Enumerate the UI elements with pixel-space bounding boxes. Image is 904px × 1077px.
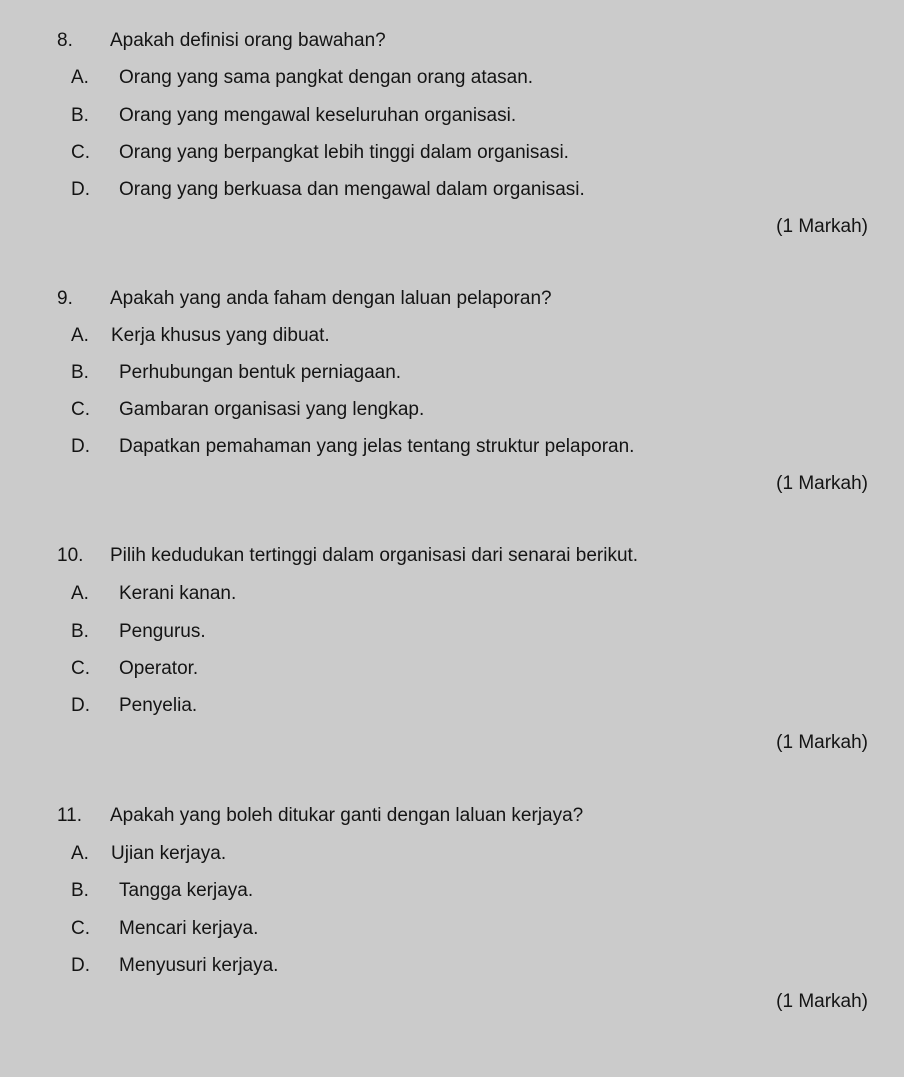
option-text: Kerani kanan. xyxy=(119,583,237,604)
option-text: Gambaran organisasi yang lengkap. xyxy=(119,399,425,420)
option-letter: A. xyxy=(71,325,89,346)
option-text: Penyelia. xyxy=(119,695,198,716)
option-letter: A. xyxy=(71,583,89,604)
option-text: Ujian kerjaya. xyxy=(111,843,227,864)
option-letter: D. xyxy=(71,436,90,457)
option-text: Operator. xyxy=(119,658,199,679)
option-text: Orang yang sama pangkat dengan orang atasan. xyxy=(119,67,534,88)
question-number: 9. xyxy=(57,288,73,309)
marks-label: (1 Markah) xyxy=(776,216,868,237)
question-text: Pilih kedudukan tertinggi dalam organisasi dari senarai berikut. xyxy=(110,545,639,566)
marks-label: (1 Markah) xyxy=(776,473,868,494)
option-text: Mencari kerjaya. xyxy=(119,918,259,939)
option-text: Orang yang mengawal keseluruhan organisasi. xyxy=(119,105,517,126)
option-text: Orang yang berpangkat lebih tinggi dalam organisasi. xyxy=(119,142,569,163)
question-number: 11. xyxy=(57,805,83,826)
option-letter: D. xyxy=(71,955,90,976)
option-letter: B. xyxy=(71,362,89,383)
option-letter: C. xyxy=(71,399,90,420)
option-text: Perhubungan bentuk perniagaan. xyxy=(119,362,402,383)
marks-label: (1 Markah) xyxy=(776,991,868,1012)
option-letter: B. xyxy=(71,621,89,642)
question-text: Apakah yang anda faham dengan laluan pelaporan? xyxy=(110,288,552,309)
option-letter: C. xyxy=(71,918,90,939)
option-text: Kerja khusus yang dibuat. xyxy=(111,325,330,346)
option-letter: C. xyxy=(71,142,90,163)
option-text: Orang yang berkuasa dan mengawal dalam organisasi. xyxy=(119,179,585,200)
option-text: Pengurus. xyxy=(119,621,206,642)
option-letter: A. xyxy=(71,67,89,88)
option-letter: D. xyxy=(71,179,90,200)
question-text: Apakah definisi orang bawahan? xyxy=(110,30,386,51)
option-letter: B. xyxy=(71,105,89,126)
option-text: Menyusuri kerjaya. xyxy=(119,955,279,976)
marks-label: (1 Markah) xyxy=(776,732,868,753)
question-text: Apakah yang boleh ditukar ganti dengan laluan kerjaya? xyxy=(110,805,584,826)
question-number: 8. xyxy=(57,30,73,51)
option-letter: D. xyxy=(71,695,90,716)
option-text: Tangga kerjaya. xyxy=(119,880,254,901)
question-number: 10. xyxy=(57,545,84,566)
option-text: Dapatkan pemahaman yang jelas tentang struktur pelaporan. xyxy=(119,436,635,457)
option-letter: A. xyxy=(71,843,89,864)
option-letter: B. xyxy=(71,880,89,901)
option-letter: C. xyxy=(71,658,90,679)
